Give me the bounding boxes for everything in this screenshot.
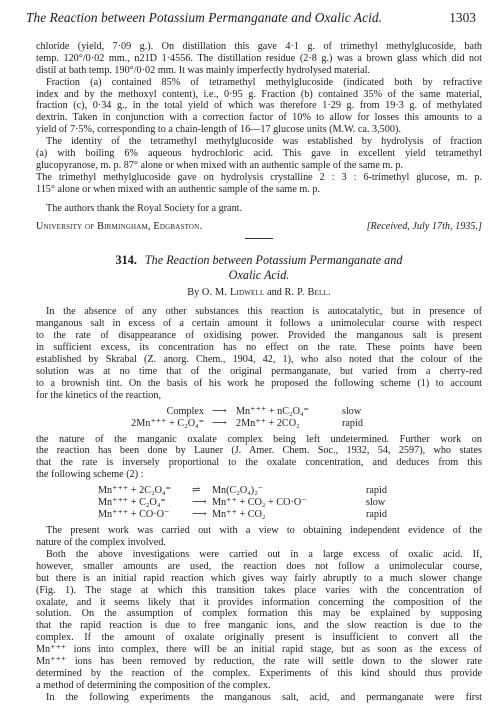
text-line: fraction (c), 0·34 g., in the total yield of which was therefore 1·29 g. from 19·3 g. of methylated (36, 100, 482, 112)
text-line: Fraction (a) contained 85% of tetramethyl methylglucoside (indicated both by refractive (46, 76, 482, 88)
authors-and: and (267, 287, 282, 299)
text-line: to a brownish tint. On the basis of his work he proposed the following scheme (1) to account (36, 377, 482, 389)
text-line: a method of determining the composition of the complex. (36, 679, 271, 691)
text-line: index and by the methoxyl content), i.e., 0·95 g. Fraction (b) contained 35% of the same material, (36, 88, 482, 100)
article-number: 314. (115, 253, 137, 268)
text-line: that the rapid reaction is due to free manganic ions, and the slow reaction is due to the (36, 620, 482, 632)
article-heading (36, 253, 482, 299)
text-line: solution was at no time that of the original permanganate, but varied from a cherry-red (36, 365, 482, 377)
text-line: Mn⁺⁺⁺ ions has been removed by reduction, the rate will settle down to the slower rate (36, 655, 482, 667)
text-line: but there is an initial rapid reaction which gives way fairly abruptly to a much slower change (36, 572, 482, 584)
text-line: established by Skrabal (Z. anorg. Chem., 1904, 42, 1), who also noted that the colour of the (36, 354, 482, 366)
page-number: 1303 (449, 10, 476, 25)
text-line: temp. 120°/0·02 mm., n21D 1·4556. The distillation residue (2·8 g.) was a brown glass which did not (36, 52, 482, 64)
equation-right: 2Mn⁺⁺ + 2CO₂ (236, 417, 300, 429)
arrow: ⟶ (192, 509, 207, 521)
text-line: glucopyranose, m. p. 87° alone or when mixed with an authentic sample of the same m. p. (36, 159, 404, 171)
affiliation: University of Birmingham, Edgbaston. (36, 221, 203, 233)
equation-right: Mn⁺⁺ + CO₂ + CO·O⁻ (212, 497, 307, 509)
text-line: for the kinetics of the reaction, (36, 389, 162, 401)
paragraph (36, 549, 482, 692)
text-line: dextrin. Taken in conjunction with a correction factor of 10% to allow for losses this amounts to a (36, 112, 482, 124)
running-title: The Reaction between Potassium Permanganate and Oxalic Acid. (26, 10, 383, 25)
text-line: The trimethyl methylglucoside gave on hydrolysis crystalline 2 : 3 : 6-trimethyl glucose, m. p. (36, 171, 482, 183)
text-line: In the absence of any other substances this reaction is autocatalytic, but in presence of (46, 306, 482, 318)
paragraph (36, 692, 482, 704)
reaction-scheme-1 (36, 406, 482, 430)
text-line: the following scheme (2) : (36, 469, 144, 481)
text-line: yield of 7·5%, corresponding to a chain-length of 16—17 glucose units (M.W. ca. 3,500). (36, 124, 401, 136)
rate-note: slow (342, 405, 362, 417)
equation-row (36, 485, 482, 497)
article-title-line: The Reaction between Potassium Permanganate and (144, 253, 403, 268)
arrow: ⟶ (192, 497, 207, 509)
author-name: O. M. Lidwell (201, 287, 265, 299)
paragraph (36, 525, 482, 549)
text-line: nature of the complex involved. (36, 537, 166, 549)
equation-left: Mn⁺⁺⁺ + 2C₂O₄⁼ (98, 485, 171, 497)
article-title-line: Oxalic Acid. (228, 267, 290, 282)
equation-row (36, 406, 482, 418)
paragraph (36, 306, 482, 401)
text-line: however, smaller amounts are used, the reaction does not follow a unimolecular course, (36, 560, 482, 572)
arrow: ⟶ (212, 405, 227, 417)
arrow: ⇌ (192, 485, 201, 497)
equation-row (36, 418, 482, 430)
text-line: the reaction has been done by Launer (J. Amer. Chem. Soc., 1932, 54, 2597), who states (36, 445, 482, 457)
text-line: (a) with boiling 6% aqueous hydrochloric acid. This gave in excellent yield tetramethyl (36, 148, 482, 160)
page-body (36, 41, 482, 704)
acknowledgement: The authors thank the Royal Society for a grant. (46, 202, 243, 214)
equation-row (36, 497, 482, 509)
text-line: solution. On the assumption of complex formation this may be explained by supposing (36, 608, 482, 620)
text-line: that the rate is inversely proportional to the oxalate concentration, and deduces from this (36, 457, 482, 469)
arrow: ⟶ (212, 417, 227, 429)
text-line: Mn⁺⁺⁺ ions into complex, there will be an initial rapid stage, but as soon as the excess of (36, 644, 482, 656)
text-line: complex. If the amount of oxalate originally present is insufficient to convert all the (36, 632, 482, 644)
text-line: 115° alone or when mixed with an authentic sample of the same m. p. (36, 183, 321, 195)
text-line: chloride (yield, 7·09 g.). On distillation this gave 4·1 g. of trimethyl methylglucoside, bath (36, 41, 482, 52)
equation-right: Mn(C₂O₄)₂⁻ (212, 485, 264, 497)
rate-note: rapid (366, 485, 387, 497)
reaction-scheme-2 (36, 485, 482, 521)
previous-article-end (36, 41, 482, 239)
author-name: R. P. Bell. (284, 287, 331, 299)
equation-row (36, 509, 482, 521)
equation-left: Mn⁺⁺⁺ + C₂O₄⁼ (98, 497, 166, 509)
text-line: Both the above investigations were carried out in a large excess of oxalic acid. If, (46, 548, 482, 560)
rate-note: slow (366, 497, 386, 509)
text-line: the nature of the manganic oxalate complex being left undetermined. Further work on (36, 433, 482, 445)
authors-by: By (187, 287, 200, 299)
text-line: manganous salt in excess of a certain amount it follows a unimolecular course with respect (36, 318, 482, 330)
equation-right: Mn⁺⁺ + CO₂ (212, 509, 266, 521)
equation-left: Mn⁺⁺⁺ + CO·O⁻ (98, 509, 170, 521)
text-line: distil at bath temp. 190°/0·02 mm. It was mainly imperfectly hydrolysed material. (36, 64, 370, 76)
received-date: [Received, July 17th, 1935.] (366, 221, 482, 233)
paragraph (36, 434, 482, 482)
text-line: In the following experiments the manganous salt, acid, and permanganate were first (46, 691, 482, 703)
text-line: in sufficient excess, its concentration has no effect on the rate. These points have been (36, 342, 482, 354)
article-authors (36, 287, 482, 299)
affiliation-row (36, 221, 482, 233)
page-header (26, 10, 476, 28)
text-line: The present work was carried out with a view to obtaining independent evidence of the (46, 525, 482, 537)
article-title (36, 253, 482, 268)
equation-left: Complex (166, 405, 204, 417)
text-line: (Fig. 1). The stage at which this transition takes place varies with the concentration of (36, 584, 482, 596)
equation-left: 2Mn⁺⁺⁺ + C₂O₄⁼ (131, 417, 204, 429)
rate-note: rapid (366, 509, 387, 521)
text-line: The identity of the tetramethyl methylglucoside was established by hydrolysis of fraction (46, 136, 482, 148)
text-line: to the rate of disappearance of oxidising power. Provided the manganous salt is present (36, 330, 482, 342)
rate-note: rapid (342, 417, 363, 429)
equation-right: Mn⁺⁺⁺ + nC₂O₄⁼ (236, 405, 309, 417)
text-line: determined by the reaction of the complex. Experiments of this kind should thus provide (36, 667, 482, 679)
text-line: oxalate, and it seems likely that it provides information concerning the composition of the (36, 596, 482, 608)
